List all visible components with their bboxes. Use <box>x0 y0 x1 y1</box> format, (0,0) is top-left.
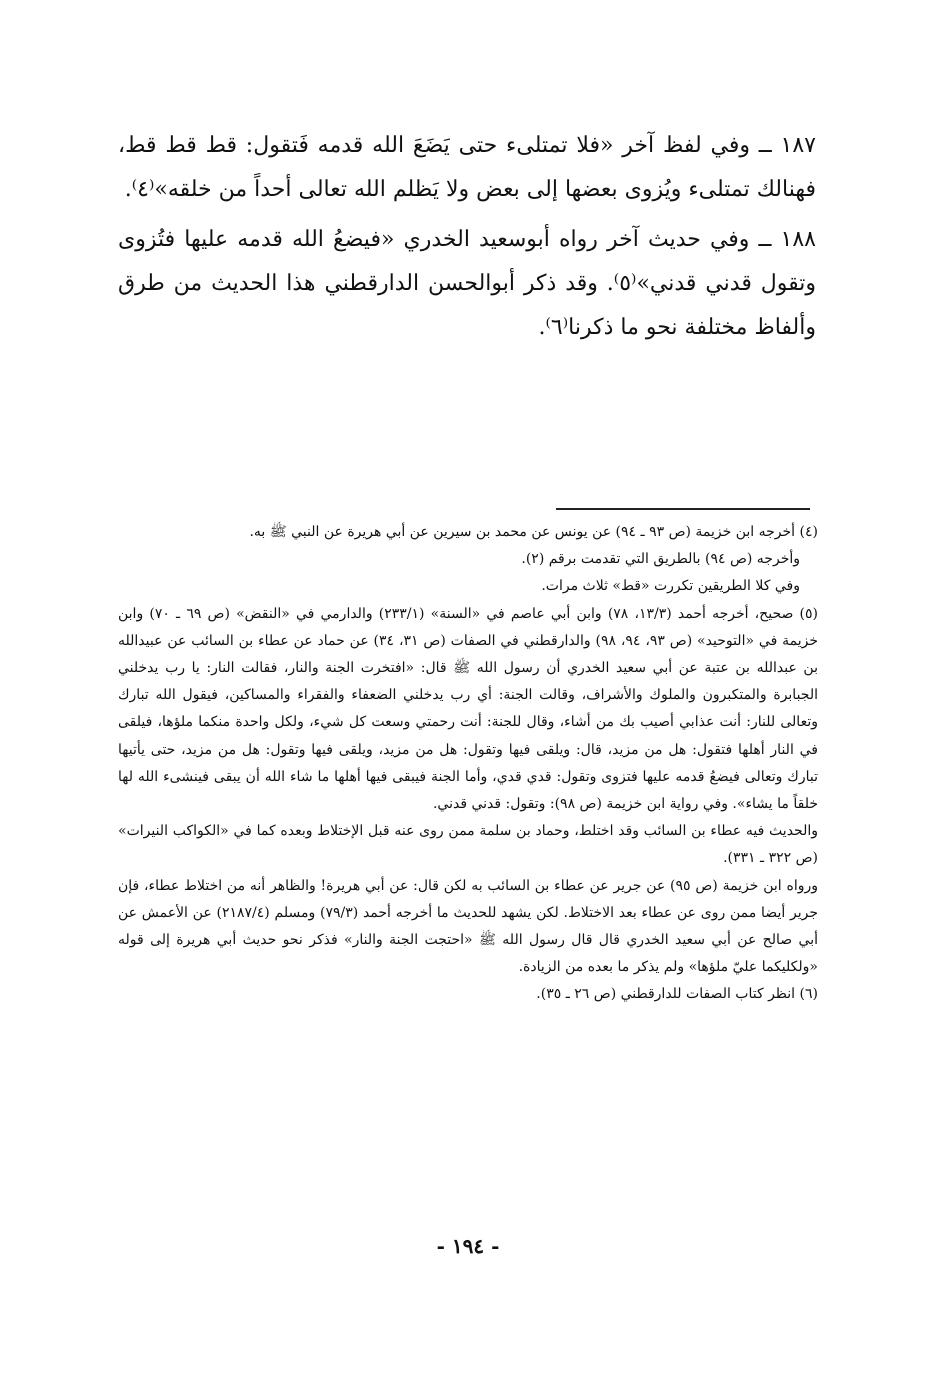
footnote-4-continuation: وأخرجه (ص ٩٤) بالطريق التي تقدمت برقم (٢). <box>521 551 800 568</box>
footnote-5-continuation: والحديث فيه عطاء بن السائب وقد اختلط، وحماد بن سلمة ممن روى عنه قبل الإختلاط وبعده كما في «الكواكب النيرات» (ص ٣٢٢ ـ ٣٣١). <box>118 823 818 867</box>
paragraph-187: ١٨٧ ــ وفي لفظ آخر «فلا تمتلىء حتى يَضَعَ الله قدمه فَتقول: قط قط قط، فهنالك تمتلىء ويُزوى بعضها إلى بعض ولا يَظلم الله تعالى أحداً من خلقه»⁽٤⁾. <box>118 133 816 202</box>
footnote-6: (٦) انظر كتاب الصفات للدارقطني (ص ٢٦ ـ ٣٥). <box>536 986 818 1003</box>
main-text <box>118 124 816 356</box>
footnote-5-continuation: ورواه ابن خزيمة (ص ٩٥) عن جرير عن عطاء بن السائب به لكن قال: عن أبي هريرة! والظاهر أنه من اختلاط عطاء، فإن جرير أيضا ممن روى عن عطاء بعد الاختلاط. لكن يشهد للحديث ما أخرجه أحمد (٧٩/٣) ومسلم (٢١٨٧/٤) عن الأعمش عن أبي صالح عن أبي سعيد الخدري قال قال رسول الله ﷺ «احتجت الجنة والنار» فذكر نحو حديث أبي هريرة إلى قوله «ولكليكما عليّ ملؤها» ولم يذكر ما بعده من الزيادة. <box>118 877 819 976</box>
footnotes <box>118 519 818 1009</box>
footnote-5: (٥) صحيح، أخرجه أحمد (١٣/٣، ٧٨) وابن أبي عاصم في «السنة» (٢٣٣/١) والدارمي في «النقض» (ص ٦٩ ـ ٧٠) وابن خزيمة في «التوحيد» (ص ٩٣، ٩٤، ٩٨) والدارقطني في الصفات (ص ٣١، ٣٤) عن حماد عن عطاء بن السائب عن عبيدالله بن عبدالله بن عتبة عن أبي سعيد الخدري أن رسول الله ﷺ قال: «افتخرت الجنة والنار، فقالت النار: يا رب يدخلني الجبابرة والمتكبرون والملوك والأشراف، وقالت الجنة: أي رب يدخلني الضعفاء والفقراء والمساكين، فيقول الله تبارك وتعالى للنار: أنت عذابي أصيب بك من أشاء، وقال للجنة: أنت رحمتي وسعت كل شيء، ولكل واحدة منكما ملؤها، فيلقى في النار أهلها فتقول: هل من مزيد، قال: ويلقى فيها وتقول: هل من مزيد، ويلقى فيها وتقول: هل من مزيد، حتى يأتيها تبارك وتعالى فيضعُ قدمه عليها فتزوى وتقول: قدي قدي، وأما الجنة فيبقى فيها أهلها ما شاء الله أن يبقى فينشىء الله لها خلقاً ما يشاء». وفي رواية ابن خزيمة (ص ٩٨): وتقول: قدني قدني. <box>118 605 819 813</box>
footnote-4: (٤) أخرجه ابن خزيمة (ص ٩٣ ـ ٩٤) عن يونس عن محمد بن سيرين عن أبي هريرة عن النبي ﷺ به. <box>249 524 818 540</box>
footnote-separator <box>556 508 810 510</box>
footnote-4-continuation: وفي كلا الطريقين تكررت «قط» ثلاث مرات. <box>541 578 800 595</box>
page-number: - ١٩٤ - <box>436 1234 500 1258</box>
paragraph-188: ١٨٨ ــ وفي حديث آخر رواه أبوسعيد الخدري «فيضعُ الله قدمه عليها فتُزوى وتقول قدني قدني»⁽٥⁾. وقد ذكر أبوالحسن الدارقطني هذا الحديث من طرق وألفاظ مختلفة نحو ما ذكرنا⁽٦⁾. <box>118 227 817 340</box>
